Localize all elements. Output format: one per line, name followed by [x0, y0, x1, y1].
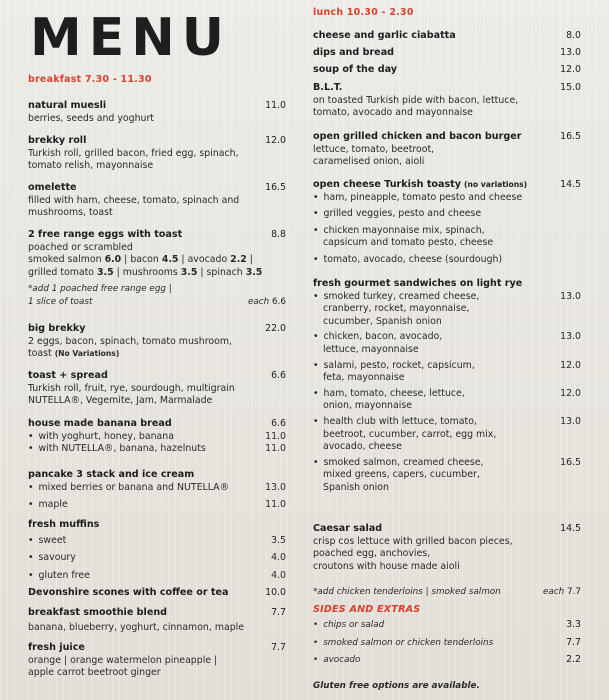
- option-row: • smoked turkey, creamed cheese, 13.0: [313, 291, 581, 304]
- menu-item-burger: open grilled chicken and bacon burger 16.5 lettuce, tomato, beetroot, caramelised onion, aioli: [313, 131, 581, 168]
- option-row: • smoked salmon, creamed cheese, 16.5: [313, 457, 581, 470]
- menu-item-toast-spread: [28, 370, 286, 408]
- menu-item-ciabatta: cheese and garlic ciabatta 8.0: [313, 30, 581, 41]
- menu-item-smoothie: [28, 607, 286, 634]
- item-name: pancake 3 stack and ice cream: [28, 469, 195, 480]
- menu-item-toasty: open cheese Turkish toasty (no variations) 14.5 • ham, pineapple, tomato pesto and cheese • grilled veggies, pesto and cheese • chicken mayonnaise mix, spinach, capsicum and tomato pesto, cheese • tomato, avocado, cheese (sourdough): [313, 179, 581, 267]
- no-variations-tag: (No Variations): [54, 349, 120, 359]
- item-price: 16.5: [265, 182, 286, 193]
- eggs-note-line-2: 1 slice of toast each 6.6: [28, 296, 286, 307]
- item-desc: apple carrot beetroot ginger: [28, 667, 161, 679]
- menu-item-scones: [28, 587, 286, 600]
- item-price: 8.8: [271, 229, 286, 240]
- option-row: • maple 11.0: [28, 499, 286, 512]
- menu-item-banana-bread: [28, 418, 286, 456]
- item-price: 7.7: [271, 642, 286, 653]
- menu-item-soup: soup of the day 12.0: [313, 64, 581, 75]
- menu-item-pancake: [28, 469, 286, 512]
- gluten-free-footer: Gluten free options are available.: [313, 681, 480, 691]
- item-desc: toast (No Variations): [28, 348, 120, 360]
- item-desc: 2 eggs, bacon, spinach, tomato mushroom,: [28, 335, 232, 347]
- menu-item-blt: B.L.T. 15.0 on toasted Turkish pide with bacon, lettuce, tomato, avocado and mayonnaise: [313, 82, 581, 119]
- item-price: 11.0: [265, 100, 286, 111]
- item-name: natural muesli: [28, 100, 107, 111]
- item-desc: filled with ham, cheese, tomato, spinach and: [28, 194, 240, 206]
- option-row: • salami, pesto, rocket, capsicum, 12.0: [313, 360, 581, 373]
- item-name: omelette: [28, 182, 77, 193]
- option-row: • health club with lettuce, tomato, 13.0: [313, 416, 581, 429]
- side-row: • chips or salad 3.3: [313, 619, 581, 632]
- item-desc: banana, blueberry, yoghurt, cinnamon, maple: [28, 621, 245, 633]
- eggs-sides-line-1: smoked salmon 6.0 | bacon 4.5 | avocado 2.2 |: [28, 254, 253, 266]
- menu-item-caesar: Caesar salad 14.5 crisp cos lettuce with grilled bacon pieces, poached egg, anchovies, croutons with house made aioli: [313, 523, 581, 572]
- option-row: • sweet 3.5: [28, 535, 286, 548]
- item-desc: poached or scrambled: [28, 241, 133, 253]
- menu-item-brekky-roll: [28, 135, 286, 173]
- item-price: 6.6: [271, 370, 286, 381]
- item-desc: tomato relish, mayonnaise: [28, 160, 154, 172]
- sides-list: [313, 619, 581, 667]
- item-desc: Turkish roll, fruit, rye, sourdough, multigrain: [28, 382, 235, 394]
- menu-item-dips: dips and bread 13.0: [313, 47, 581, 58]
- side-row: • avocado 2.2: [313, 654, 581, 667]
- menu-title: MENU: [30, 8, 232, 68]
- option-row: • ham, tomato, cheese, lettuce, 12.0: [313, 388, 581, 401]
- item-name: toast + spread: [28, 370, 108, 381]
- option-row: • with yoghurt, honey, banana 11.0: [28, 431, 286, 444]
- breakfast-heading: breakfast 7.30 - 11.30: [28, 74, 152, 85]
- item-name: big brekky: [28, 323, 86, 334]
- item-price: 6.6: [271, 418, 286, 429]
- item-price: 10.0: [265, 587, 286, 598]
- eggs-sides-line-2: grilled tomato 3.5 | mushrooms 3.5 | spinach 3.5: [28, 266, 263, 278]
- menu-item-natural-muesli: [28, 100, 286, 125]
- item-desc: mushrooms, toast: [28, 207, 113, 219]
- menu-item-juice: [28, 642, 286, 680]
- menu-item-sandwiches: fresh gourmet sandwiches on light rye • smoked turkey, creamed cheese, 13.0 cranberry, rocket, mayonnaise, cucumber, Spanish onion • chicken, bacon, avocado, 13.0 lettuce, mayonnaise • salami, pesto, rocket, capsicum, 12.0 feta, mayonnaise • ham, tomato, cheese, lettuce, 12.0 onion, mayonnaise • health club with lettuce, tomato, 13.0 beetroot, cucumber, carrot, egg mix, avocado, cheese • smoked salmon, creamed cheese, 16.5 mixed greens, capers, cucumber, Spanish onion: [313, 278, 581, 495]
- item-name: house made banana bread: [28, 418, 172, 429]
- no-variations-tag: (no variations): [464, 180, 528, 189]
- item-name: breakfast smoothie blend: [28, 607, 168, 618]
- option-row: • mixed berries or banana and NUTELLA® 13.0: [28, 482, 286, 495]
- caesar-note: *add chicken tenderloins | smoked salmon each 7.7: [313, 587, 581, 597]
- menu-item-eggs: [28, 229, 286, 309]
- menu-item-omelette: [28, 182, 286, 220]
- item-desc: orange | orange watermelon pineapple |: [28, 654, 218, 666]
- item-name: fresh juice: [28, 642, 85, 653]
- lunch-heading: lunch 10.30 - 2.30: [313, 7, 414, 18]
- option-row: • with NUTELLA®, banana, hazelnuts 11.0: [28, 443, 286, 456]
- item-name: brekky roll: [28, 135, 87, 146]
- side-row: • smoked salmon or chicken tenderloins 7.7: [313, 637, 581, 650]
- item-price: 22.0: [265, 323, 286, 334]
- option-row: • chicken, bacon, avocado, 13.0: [313, 331, 581, 344]
- menu-item-big-brekky: [28, 323, 286, 361]
- item-price: 7.7: [271, 607, 286, 618]
- item-name: fresh muffins: [28, 519, 100, 530]
- item-name: 2 free range eggs with toast: [28, 229, 183, 240]
- item-desc: Turkish roll, grilled bacon, fried egg, spinach,: [28, 147, 239, 159]
- item-name: Devonshire scones with coffee or tea: [28, 587, 229, 598]
- eggs-note-line-1: *add 1 poached free range egg |: [28, 284, 172, 295]
- menu-item-muffins: [28, 519, 286, 582]
- option-row: • gluten free 4.0: [28, 570, 286, 583]
- option-row: • savoury 4.0: [28, 552, 286, 565]
- sides-heading: SIDES AND EXTRAS: [313, 604, 421, 615]
- item-price: 12.0: [265, 135, 286, 146]
- item-desc: berries, seeds and yoghurt: [28, 112, 154, 124]
- item-desc: NUTELLA®, Vegemite, Jam, Marmalade: [28, 395, 213, 407]
